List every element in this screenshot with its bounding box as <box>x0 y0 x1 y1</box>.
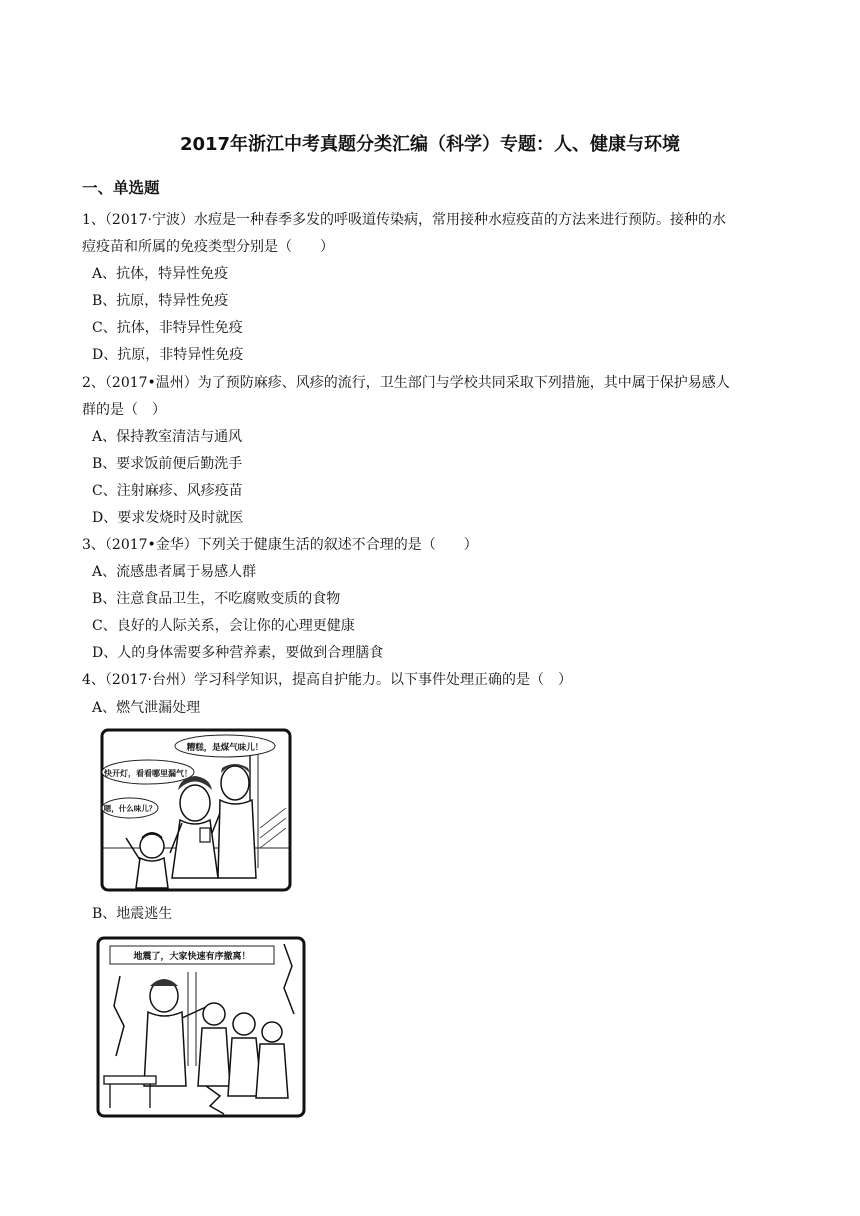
question-4-line-1: 4、（2017·台州）学习科学知识，提高自护能力。以下事件处理正确的是（ ） <box>82 672 572 688</box>
bubble-turn-on-light: 快开灯，看看哪里漏气！ <box>104 769 192 778</box>
question-4-option-a: A、燃气泄漏处理 <box>92 700 201 716</box>
question-2-option-d: D、要求发烧时及时就医 <box>92 510 244 526</box>
question-1-line-1: 1、（2017·宁波）水痘是一种春季多发的呼吸道传染病，常用接种水痘疫苗的方法来进行预防。接种的水 <box>82 212 726 228</box>
question-2-line-2: 群的是（ ） <box>82 402 166 418</box>
question-1-line-2: 痘疫苗和所属的免疫类型分别是（ ） <box>82 239 334 255</box>
bubble-gas-smell: 糟糕，是煤气味儿！ <box>186 743 264 753</box>
earthquake-evacuation-illustration <box>96 936 306 1118</box>
question-2-option-a: A、保持教室清洁与通风 <box>92 429 243 445</box>
section-heading: 一、单选题 <box>82 179 160 197</box>
question-1-option-a: A、抗体，特异性免疫 <box>92 266 229 282</box>
question-2-option-b: B、要求饭前便后勤洗手 <box>92 456 243 472</box>
gas-leak-illustration <box>100 728 292 892</box>
question-3-option-c: C、良好的人际关系，会让你的心理更健康 <box>92 618 355 634</box>
bubble-earthquake: 地震了，大家快速有序撤离！ <box>133 952 251 962</box>
question-3-option-d: D、人的身体需要多种营养素，要做到合理膳食 <box>92 645 384 661</box>
question-3-option-b: B、注意食品卫生，不吃腐败变质的食物 <box>92 591 341 607</box>
page-title: 2017年浙江中考真题分类汇编（科学）专题：人、健康与环境 <box>179 134 681 155</box>
question-3-line-1: 3、（2017•金华）下列关于健康生活的叙述不合理的是（ ） <box>82 537 478 553</box>
question-2-option-c: C、注射麻疹、风疹疫苗 <box>92 483 243 499</box>
question-4-option-b: B、地震逃生 <box>92 906 173 922</box>
question-3-option-a: A、流感患者属于易感人群 <box>92 564 257 580</box>
question-1-option-b: B、抗原，特异性免疫 <box>92 293 229 309</box>
question-2-line-1: 2、（2017•温州）为了预防麻疹、风疹的流行，卫生部门与学校共同采取下列措施，其中属于保护易感人 <box>82 375 730 391</box>
question-1-option-c: C、抗体，非特异性免疫 <box>92 320 243 336</box>
question-1-option-d: D、抗原，非特异性免疫 <box>92 347 244 363</box>
bubble-what-smell: 嗯，什么味儿？ <box>103 804 157 813</box>
